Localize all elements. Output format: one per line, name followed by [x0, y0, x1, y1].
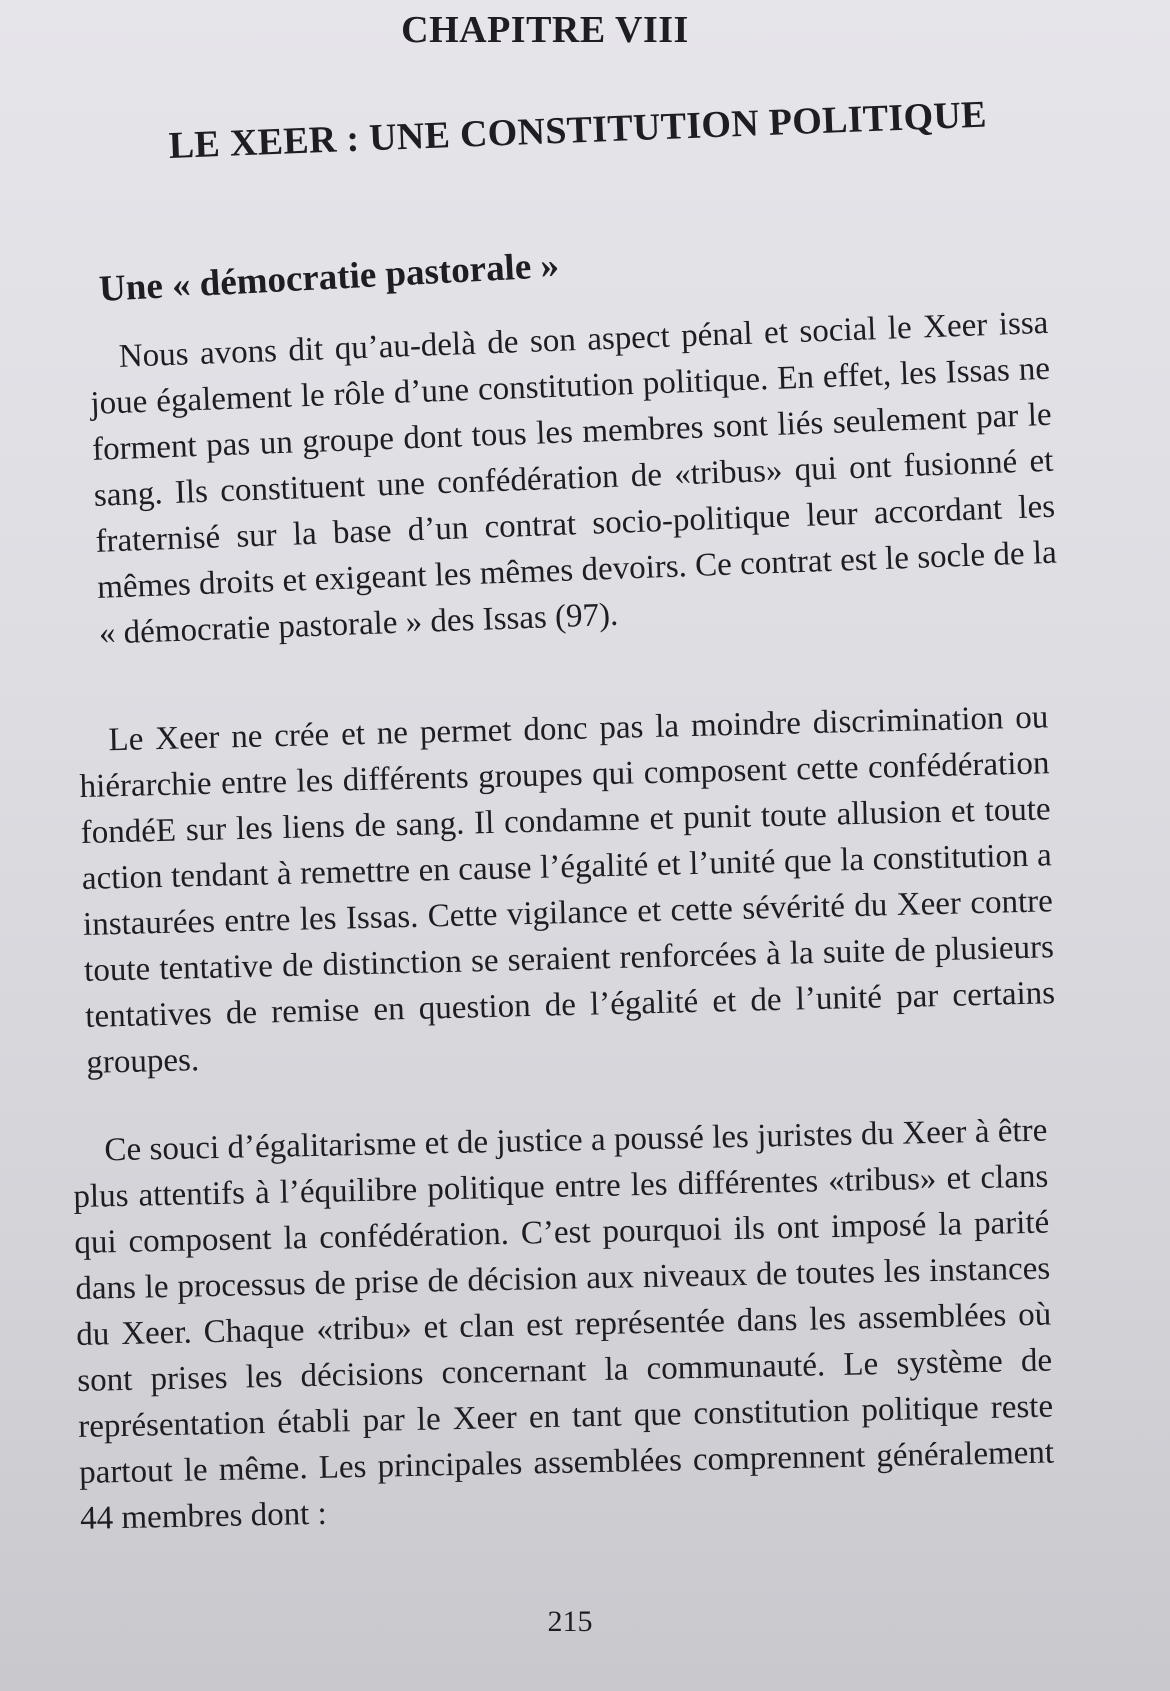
paragraph-3: Ce souci d’égalitarisme et de justice a poussé les juristes du Xeer à être plus attentifs à l’équilibre politique entre les différentes «tribus» et clans qui composent la confédération. C’est pourquoi ils ont imposé la parité dans le processus de prise de décision aux niveaux de toutes les instances du Xeer. Chaque «tribu» et clan est représentée dans les assemblées où sont prises les décisions concernant la communauté. Le système de représentation établi par le Xeer en tant que constitution politique reste partout le même. Les principales assemblées comprennent généralement 44 membres dont : — [73, 1112, 1055, 1537]
paragraph-1: Nous avons dit qu’au-delà de son aspect pénal et social le Xeer issa joue également le rôle d’une constitution politique. En effet, les Issas ne forment pas un groupe dont tous les membres sont liés seulement par le sang. Ils constituent une confédération de «tribus» qui ont fusionné et fraternisé sur la base d’un contrat socio-politique leur accordant les mêmes droits et exigeant les mêmes devoirs. Ce contrat est le socle de la « démocratie pastorale » des Issas (97). — [89, 304, 1058, 652]
chapter-number: CHAPITRE VIII — [401, 9, 689, 51]
chapter-title: LE XEER : UNE CONSTITUTION POLITIQUE — [168, 93, 988, 167]
section-heading: Une « démocratie pastorale » — [98, 244, 560, 310]
page-number: 215 — [547, 1605, 593, 1638]
paragraph-2: Le Xeer ne crée et ne permet donc pas la moindre discrimination ou hiérarchie entre les différents groupes qui composent cette confédération fondéE sur les liens de sang. Il condamne et punit toute allusion et toute action tendant à remettre en cause l’égalité et l’unité que la constitution a instaurées entre les Issas. Cette vigilance et cette sévérité du Xeer contre toute tentative de distinction se seraient renforcées à la suite de plusieurs tentatives de remise en question de l’égalité et de l’unité par certains groupes. — [79, 699, 1056, 1081]
